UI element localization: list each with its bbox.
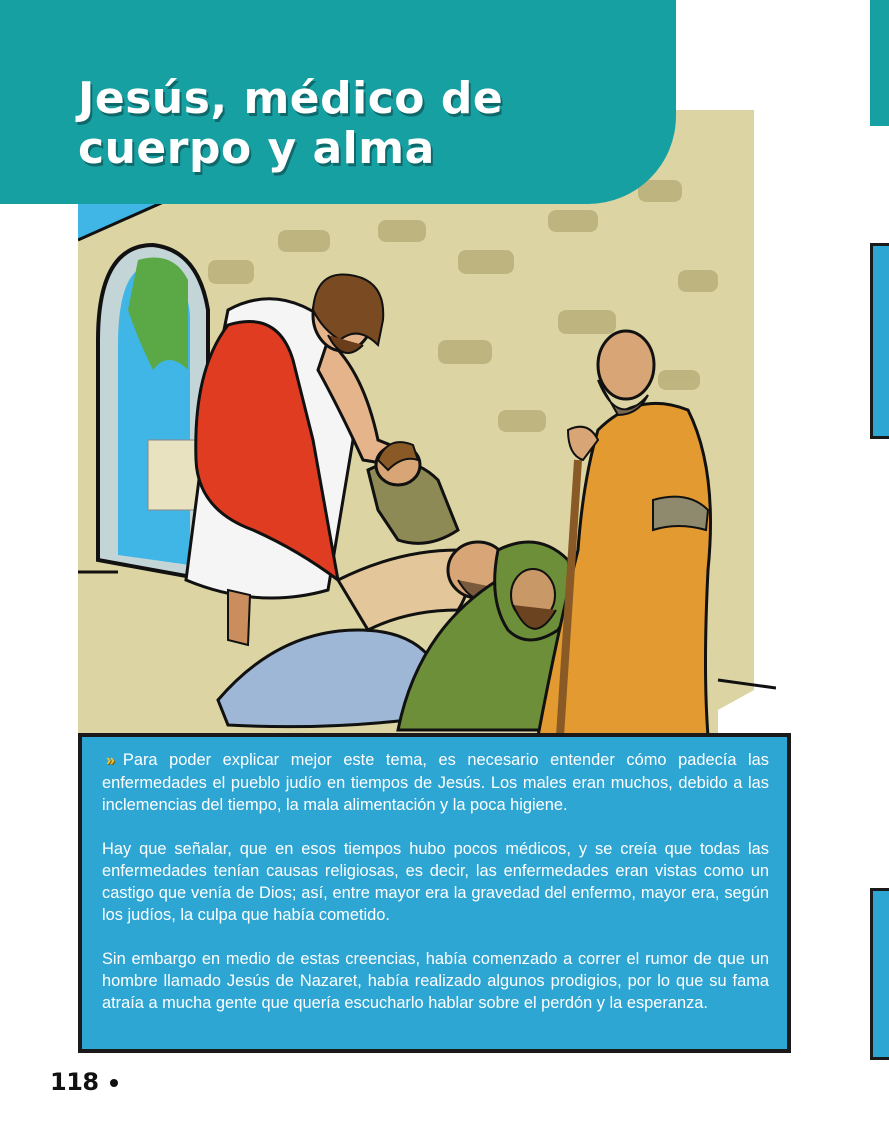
side-strip-bottom xyxy=(870,888,889,1060)
page-number: 118 xyxy=(50,1068,99,1096)
title-line-2: cuerpo y alma xyxy=(78,123,435,174)
paragraph-1-text: Para poder explicar mejor este tema, es necesario entender cómo padecía las enfermedades el pueblo judío en tiempos de Jesús. Los males eran muchos, debido a las inclemencias del tiempo, la mala alimentación y la poca higiene. xyxy=(102,751,769,814)
side-strip-top xyxy=(870,0,889,126)
paragraph-2: Hay que señalar, que en esos tiempos hubo pocos médicos, y se creía que todas las enfermedades tenían causas religiosas, es decir, las enfermedades eran vistas como un castigo que venía de Dios; así, entre mayor era la gravedad del enfermo, mayor era, según los judíos, la culpa que había cometido. xyxy=(102,840,769,924)
text-box xyxy=(78,733,791,1053)
page-title xyxy=(78,74,503,174)
title-line-1: Jesús, médico de xyxy=(78,73,504,124)
paragraph-3: Sin embargo en medio de estas creencias, había comenzado a correr el rumor de que un hombre llamado Jesús de Nazaret, había realizado algunos prodigios, por lo que su fama atraía a mucha gente que quería escucharlo hablar sobre el perdón y la esperanza. xyxy=(102,950,769,1012)
side-strip-middle xyxy=(870,243,889,439)
page-number-dot xyxy=(110,1079,118,1087)
double-chevron-icon: » xyxy=(106,752,115,769)
paragraph-1 xyxy=(102,749,769,816)
